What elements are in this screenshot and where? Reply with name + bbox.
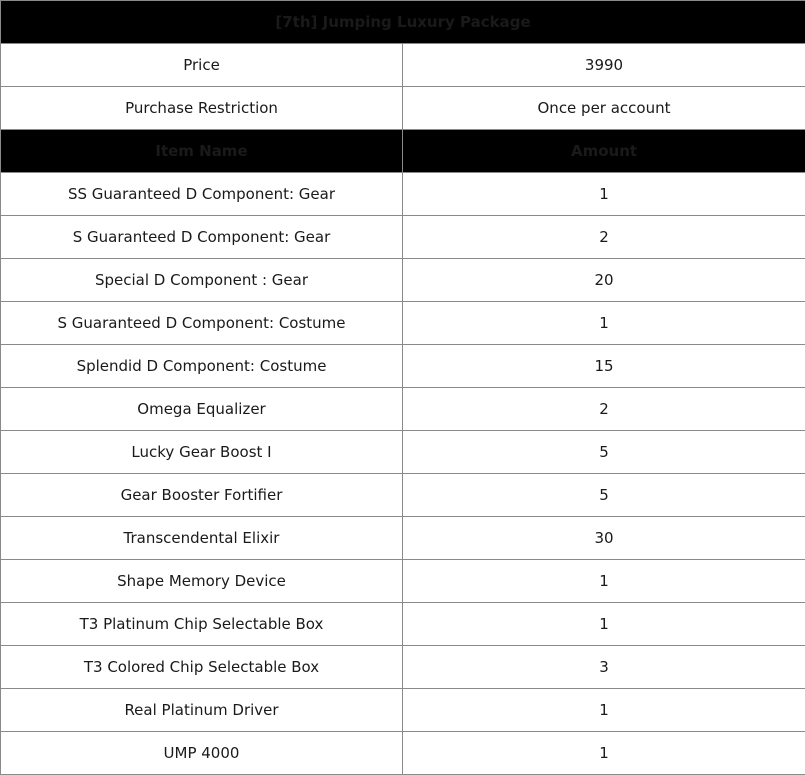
item-amount-cell: 3 bbox=[403, 646, 805, 689]
item-name-cell: Shape Memory Device bbox=[1, 560, 403, 603]
table-row bbox=[1, 345, 805, 388]
item-list bbox=[1, 173, 805, 775]
item-amount-cell: 5 bbox=[403, 431, 805, 474]
table-row bbox=[1, 302, 805, 345]
column-header-row bbox=[1, 130, 805, 173]
item-amount-cell: 1 bbox=[403, 173, 805, 216]
item-amount-cell: 20 bbox=[403, 259, 805, 302]
info-value: Once per account bbox=[403, 87, 805, 130]
item-name-cell: T3 Platinum Chip Selectable Box bbox=[1, 603, 403, 646]
table-row bbox=[1, 689, 805, 732]
item-name-cell: T3 Colored Chip Selectable Box bbox=[1, 646, 403, 689]
item-amount-cell: 1 bbox=[403, 689, 805, 732]
item-amount-cell: 1 bbox=[403, 603, 805, 646]
table-row bbox=[1, 560, 805, 603]
info-row-restriction bbox=[1, 87, 805, 130]
table-row bbox=[1, 431, 805, 474]
column-header-amount: Amount bbox=[403, 130, 805, 173]
item-amount-cell: 2 bbox=[403, 388, 805, 431]
info-row-price bbox=[1, 44, 805, 87]
table-row bbox=[1, 216, 805, 259]
table-row bbox=[1, 173, 805, 216]
item-name-cell: Transcendental Elixir bbox=[1, 517, 403, 560]
title-row bbox=[1, 1, 805, 44]
item-name-cell: SS Guaranteed D Component: Gear bbox=[1, 173, 403, 216]
item-name-cell: S Guaranteed D Component: Costume bbox=[1, 302, 403, 345]
item-amount-cell: 1 bbox=[403, 732, 805, 775]
table-row bbox=[1, 732, 805, 775]
item-amount-cell: 15 bbox=[403, 345, 805, 388]
column-header-item-name: Item Name bbox=[1, 130, 403, 173]
item-name-cell: Omega Equalizer bbox=[1, 388, 403, 431]
item-name-cell: Special D Component : Gear bbox=[1, 259, 403, 302]
item-amount-cell: 5 bbox=[403, 474, 805, 517]
item-name-cell: Real Platinum Driver bbox=[1, 689, 403, 732]
item-name-cell: Gear Booster Fortifier bbox=[1, 474, 403, 517]
info-value: 3990 bbox=[403, 44, 805, 87]
item-amount-cell: 2 bbox=[403, 216, 805, 259]
info-label: Price bbox=[1, 44, 403, 87]
table-row bbox=[1, 388, 805, 431]
item-name-cell: UMP 4000 bbox=[1, 732, 403, 775]
table-row bbox=[1, 259, 805, 302]
table-row bbox=[1, 646, 805, 689]
package-title: [7th] Jumping Luxury Package bbox=[1, 1, 805, 44]
table-row bbox=[1, 474, 805, 517]
item-name-cell: S Guaranteed D Component: Gear bbox=[1, 216, 403, 259]
item-amount-cell: 30 bbox=[403, 517, 805, 560]
table-row bbox=[1, 603, 805, 646]
item-amount-cell: 1 bbox=[403, 560, 805, 603]
item-name-cell: Lucky Gear Boost I bbox=[1, 431, 403, 474]
item-amount-cell: 1 bbox=[403, 302, 805, 345]
item-name-cell: Splendid D Component: Costume bbox=[1, 345, 403, 388]
info-label: Purchase Restriction bbox=[1, 87, 403, 130]
table-row bbox=[1, 517, 805, 560]
